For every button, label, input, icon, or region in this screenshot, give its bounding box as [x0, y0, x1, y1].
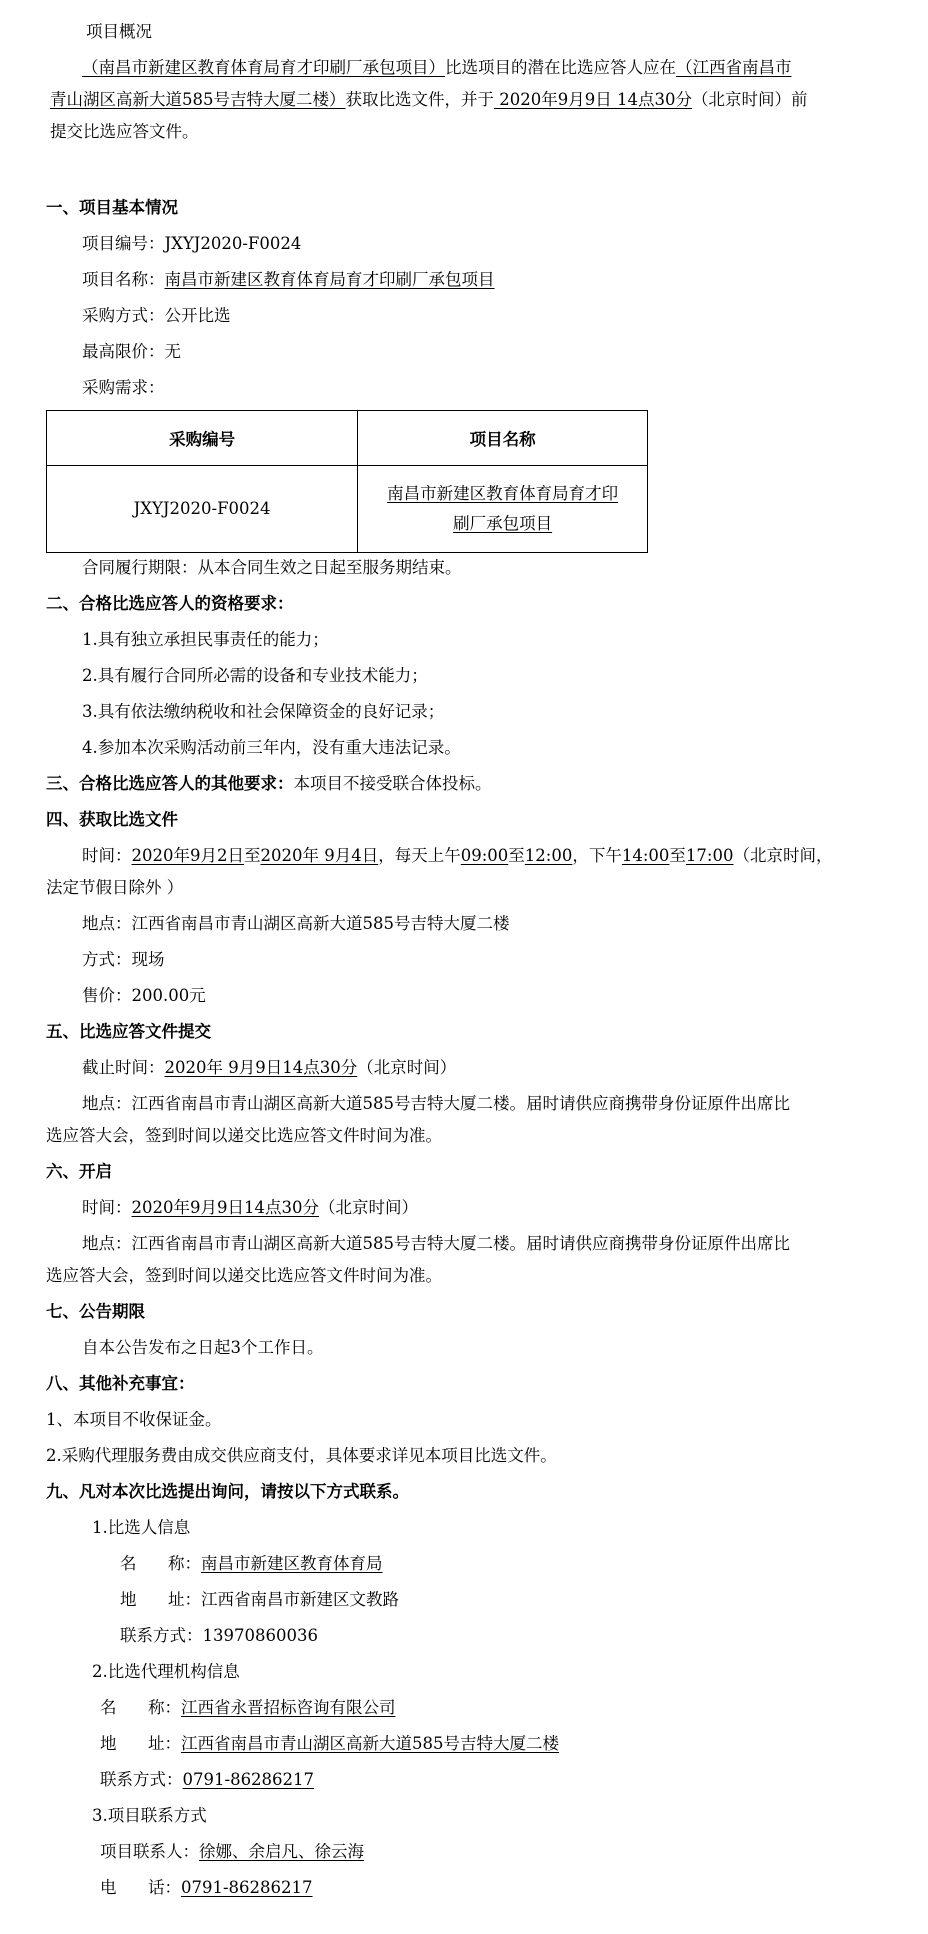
overview-location-part2: 青山湖区高新大道585号吉特大厦二楼）: [50, 90, 346, 109]
overview-line-3: 提交比选应答文件。: [50, 122, 199, 141]
opening-time: 时间：2020年9月9日14点30分（北京时间）: [82, 1198, 418, 1217]
max-price: 最高限价：无: [82, 342, 181, 361]
section-7-heading: 七、公告期限: [46, 1302, 145, 1321]
section-8-heading: 八、其他补充事宜：: [46, 1374, 195, 1393]
table-header-code: 采购编号: [47, 411, 358, 466]
project-code: 项目编号：JXYJ2020-F0024: [82, 234, 302, 253]
section-3-heading: 三、合格比选应答人的其他要求：: [46, 774, 294, 793]
obtain-time-line-2: 法定节假日除外 ）: [46, 878, 184, 897]
section-9-heading: 九、凡对本次比选提出询问，请按以下方式联系。: [46, 1482, 409, 1501]
section-5-heading: 五、比选应答文件提交: [46, 1022, 211, 1041]
agent-info-title: 2.比选代理机构信息: [92, 1662, 240, 1681]
overview-location-part1: （江西省南昌市: [676, 58, 792, 77]
buyer-name: 名 称：南昌市新建区教育体育局: [120, 1554, 383, 1573]
project-contact-person: 项目联系人：徐娜、余启凡、徐云海: [100, 1842, 364, 1861]
procurement-table: [46, 410, 648, 553]
table-cell-code: JXYJ2020-F0024: [47, 466, 358, 553]
obtain-price: 售价：200.00元: [82, 986, 206, 1005]
qualification-item-3: 3.具有依法缴纳税收和社会保障资金的良好记录；: [82, 702, 445, 721]
opening-place-line-2: 选应答大会，签到时间以递交比选应答文件时间为准。: [46, 1266, 442, 1285]
submit-place-line-1: 地点：江西省南昌市青山湖区高新大道585号吉特大厦二楼。届时请供应商携带身份证原件出席比: [82, 1094, 790, 1113]
obtain-place: 地点：江西省南昌市青山湖区高新大道585号吉特大厦二楼: [82, 914, 510, 933]
section-6-heading: 六、开启: [46, 1162, 112, 1181]
project-contact-tel: 电 话：0791-86286217: [100, 1878, 313, 1897]
notice-period: 自本公告发布之日起3个工作日。: [82, 1338, 324, 1357]
section-2-heading: 二、合格比选应答人的资格要求：: [46, 594, 294, 613]
procurement-method: 采购方式：公开比选: [82, 306, 231, 325]
table-header-name: 项目名称: [358, 411, 648, 466]
obtain-mode: 方式：现场: [82, 950, 165, 969]
contract-period: 合同履行期限：从本合同生效之日起至服务期结束。: [82, 558, 462, 577]
overview-line-1: （南昌市新建区教育体育局育才印刷厂承包项目）比选项目的潜在比选应答人应在（江西省南昌市: [82, 58, 792, 77]
overview-title: 项目概况: [86, 22, 152, 41]
qualification-item-4: 4.参加本次采购活动前三年内，没有重大违法记录。: [82, 738, 461, 757]
section-1-heading: 一、项目基本情况: [46, 198, 178, 217]
project-contact-title: 3.项目联系方式: [92, 1806, 207, 1825]
obtain-time-line-1: 时间：2020年9月2日至2020年 9月4日，每天上午09:00至12:00，下午14:00至17:00（北京时间，: [82, 846, 833, 865]
procurement-demand-label: 采购需求：: [82, 378, 165, 397]
overview-deadline: 2020年9月9日 14点30分: [494, 90, 692, 109]
table-header-row: [47, 411, 648, 466]
buyer-contact: 联系方式：13970860036: [120, 1626, 318, 1645]
table-row: [47, 466, 648, 553]
supplement-item-2: 2.采购代理服务费由成交供应商支付，具体要求详见本项目比选文件。: [46, 1446, 557, 1465]
supplement-item-1: 1、本项目不收保证金。: [46, 1410, 222, 1429]
submit-place-line-2: 选应答大会，签到时间以递交比选应答文件时间为准。: [46, 1126, 442, 1145]
opening-place-line-1: 地点：江西省南昌市青山湖区高新大道585号吉特大厦二楼。届时请供应商携带身份证原件出席比: [82, 1234, 790, 1253]
table-cell-name: 南昌市新建区教育体育局育才印 刷厂承包项目: [358, 466, 648, 553]
buyer-info-title: 1.比选人信息: [92, 1518, 191, 1537]
overview-line-2: 青山湖区高新大道585号吉特大厦二楼）获取比选文件，并于 2020年9月9日 14点30分（北京时间）前: [50, 90, 808, 109]
project-name: 项目名称：南昌市新建区教育体育局育才印刷厂承包项目: [82, 270, 495, 289]
qualification-item-1: 1.具有独立承担民事责任的能力；: [82, 630, 329, 649]
submit-deadline: 截止时间：2020年 9月9日14点30分（北京时间）: [82, 1058, 457, 1077]
buyer-address: 地 址：江西省南昌市新建区文教路: [120, 1590, 399, 1609]
section-4-heading: 四、获取比选文件: [46, 810, 178, 829]
agent-contact: 联系方式：0791-86286217: [100, 1770, 315, 1789]
agent-name: 名 称：江西省永晋招标咨询有限公司: [100, 1698, 396, 1717]
section-3: 三、合格比选应答人的其他要求：本项目不接受联合体投标。: [46, 774, 492, 793]
agent-address: 地 址：江西省南昌市青山湖区高新大道585号吉特大厦二楼: [100, 1734, 559, 1753]
overview-project-name: （南昌市新建区教育体育局育才印刷厂承包项目）: [82, 58, 445, 77]
qualification-item-2: 2.具有履行合同所必需的设备和专业技术能力；: [82, 666, 428, 685]
